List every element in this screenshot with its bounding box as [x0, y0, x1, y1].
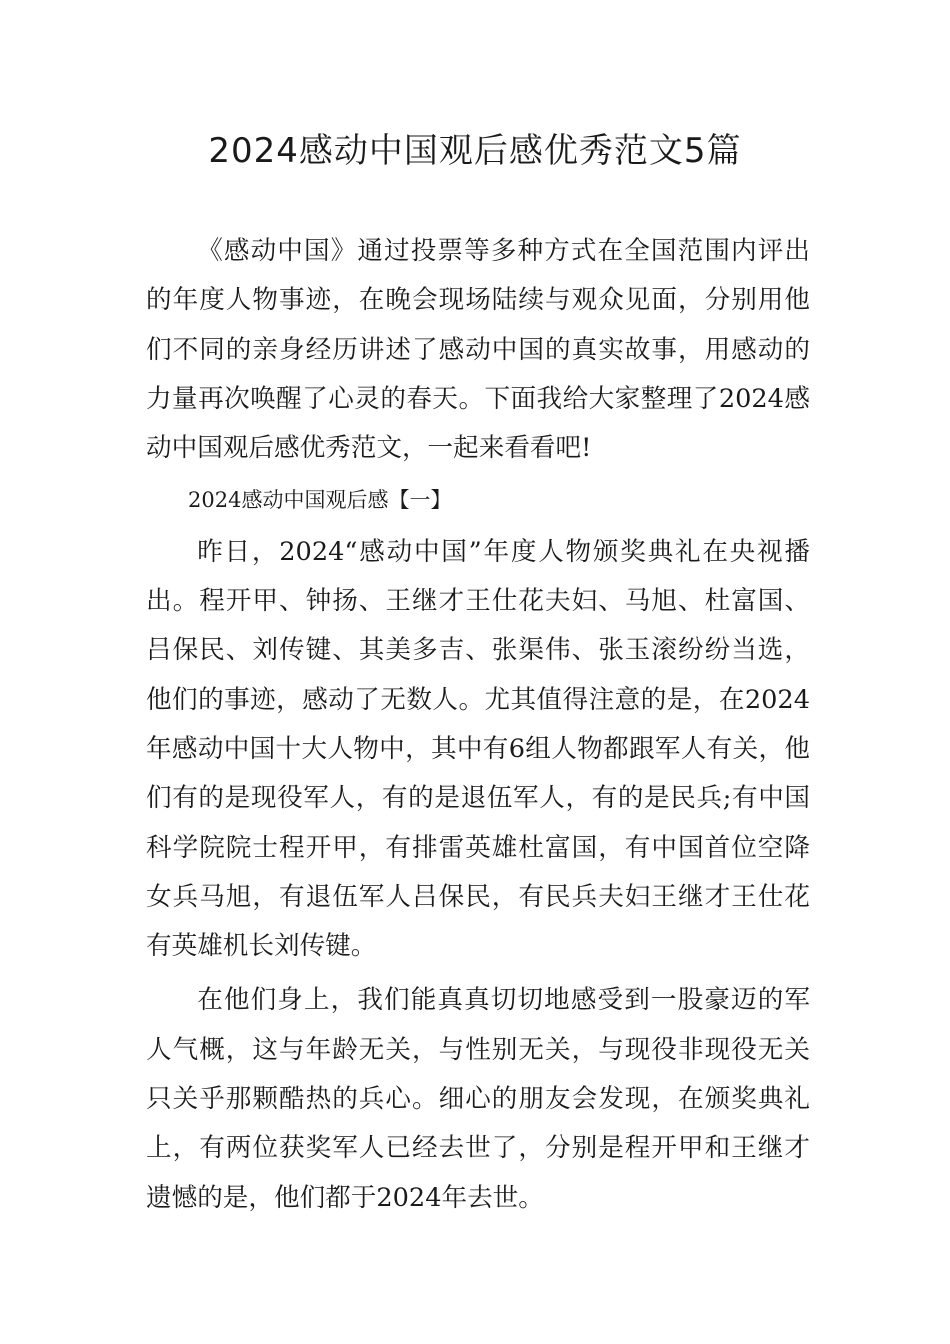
section-heading-1: 2024感动中国观后感【一】 [188, 488, 452, 513]
body-paragraph-1: 昨日，2024“感动中国”年度人物颁奖典礼在央视播出。程开甲、钟扬、王继才王仕花夫妇、马旭、杜富国、吕保民、刘传键、其美多吉、张渠伟、张玉滚纷纷当选，他们的事迹，感动了无数人。尤其值得注意的是，在2024年感动中国十大人物中，其中有6组人物都跟军人有关，他们有的是现役军人，有的是退伍军人，有的是民兵;有中国科学院院士程开甲，有排雷英雄杜富国，有中国首位空降女兵马旭，有退伍军人吕保民，有民兵夫妇王继才王仕花有英雄机长刘传键。 [146, 536, 810, 962]
document-body [146, 227, 810, 1223]
intro-paragraph: 《感动中国》通过投票等多种方式在全国范围内评出的年度人物事迹，在晚会现场陆续与观众见面，分别用他们不同的亲身经历讲述了感动中国的真实故事，用感动的力量再次唤醒了心灵的春天。下面我给大家整理了2024感动中国观后感优秀范文，一起来看看吧! [146, 236, 810, 464]
document-title: 2024感动中国观后感优秀范文5篇 [208, 131, 742, 171]
body-paragraph-2: 在他们身上，我们能真真切切地感受到一股豪迈的军人气概，这与年龄无关，与性别无关，与现役非现役无关只关乎那颗酷热的兵心。细心的朋友会发现，在颁奖典礼上，有两位获奖军人已经去世了，分别是程开甲和王继才遗憾的是，他们都于2024年去世。 [146, 985, 810, 1213]
